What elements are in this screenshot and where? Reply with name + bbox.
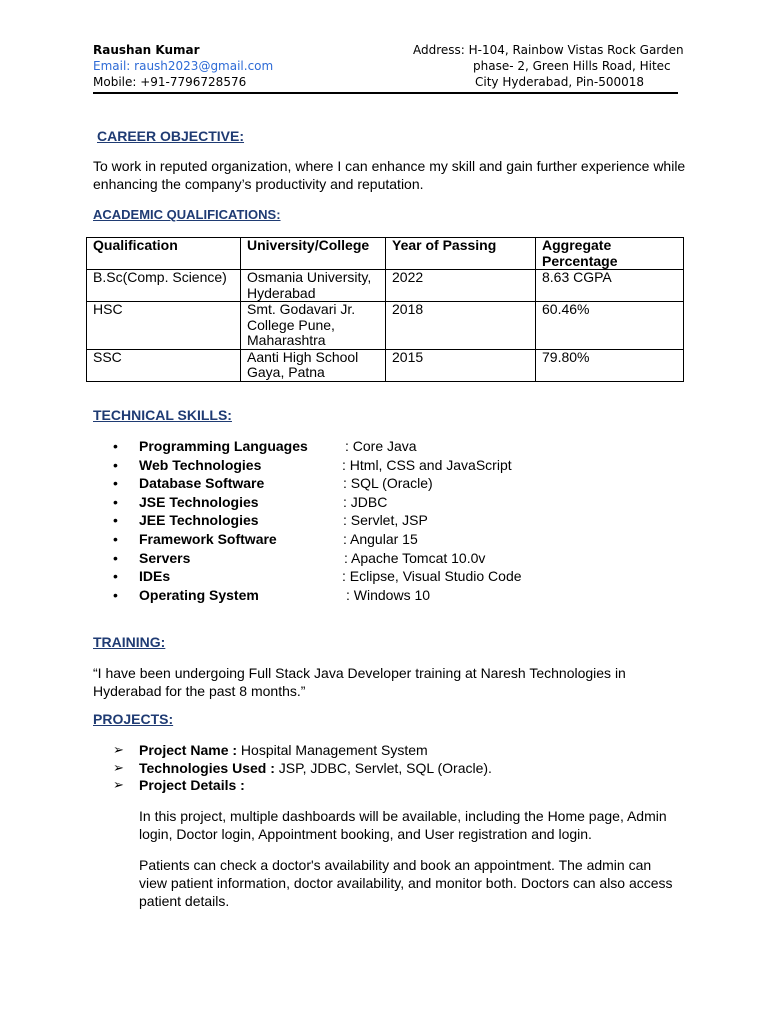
project-name-label: Project Name : [139, 742, 238, 758]
skill-value: : Servlet, JSP [343, 512, 428, 529]
skills-list [113, 437, 613, 604]
skill-value: : Angular 15 [343, 530, 418, 547]
technical-skills-heading: TECHNICAL SKILLS: [93, 407, 232, 423]
skill-label: Operating System [139, 586, 259, 603]
skill-label: JEE Technologies [139, 512, 259, 529]
arrow-bullet-icon: ➢ [113, 777, 124, 792]
bullet-icon: • [113, 549, 118, 566]
technologies-used-value: JSP, JDBC, Servlet, SQL (Oracle). [274, 759, 492, 776]
technologies-used-label: Technologies Used : [139, 759, 275, 776]
skill-value: : Html, CSS and JavaScript [342, 456, 512, 473]
table-cell: 8.63 CGPA [536, 270, 684, 302]
skill-value: : Windows 10 [346, 586, 431, 603]
skill-label: Database Software [139, 475, 265, 492]
academic-heading: ACADEMIC QUALIFICATIONS: [93, 207, 281, 222]
mobile-number: Mobile: +91-7796728576 [93, 75, 247, 89]
address-line-2: phase- 2, Green Hills Road, Hitec [473, 59, 671, 73]
table-cell: 2015 [386, 349, 536, 381]
list-item [113, 530, 613, 549]
table-row [87, 302, 684, 350]
academic-table [86, 237, 684, 382]
table-cell: Osmania University, Hyderabad [241, 270, 386, 302]
table-cell: Aanti High School Gaya, Patna [241, 349, 386, 381]
bullet-icon: • [113, 493, 118, 510]
list-item [113, 549, 613, 568]
table-cell: 2018 [386, 302, 536, 350]
list-item [113, 456, 613, 475]
career-objective-text: To work in reputed organization, where I can enhance my skill and gain further experience while enhancing the company’s productivity and reputation. [93, 158, 686, 192]
project-details-label: Project Details : [139, 777, 245, 793]
bullet-icon: • [113, 512, 118, 529]
skill-label: Web Technologies [139, 456, 262, 473]
arrow-bullet-icon: ➢ [113, 742, 124, 757]
skill-value: : JDBC [343, 493, 388, 510]
bullet-icon: • [113, 438, 118, 454]
arrow-bullet-icon: ➢ [113, 759, 124, 775]
table-cell: 2022 [386, 270, 536, 302]
career-objective-heading: CAREER OBJECTIVE: [97, 128, 245, 144]
skill-value: : SQL (Oracle) [343, 475, 433, 492]
training-heading: TRAINING: [93, 634, 166, 650]
table-row [87, 349, 684, 381]
table-cell: 79.80% [536, 349, 684, 381]
bullet-icon: • [113, 568, 118, 585]
list-item [113, 474, 613, 493]
table-cell: B.Sc(Comp. Science) [87, 270, 241, 302]
skill-label: Framework Software [139, 530, 277, 547]
projects-list [113, 741, 713, 794]
column-header: Qualification [87, 238, 241, 270]
table-cell: Smt. Godavari Jr. College Pune, Maharashtra [241, 302, 386, 350]
list-item [113, 567, 613, 586]
skill-label: JSE Technologies [139, 493, 259, 510]
list-item [113, 586, 613, 605]
bullet-icon: • [113, 586, 118, 603]
table-cell: HSC [87, 302, 241, 350]
project-details-paragraph-2: Patients can check a doctor's availability and book an appointment. The admin can view patient information, doctor availability, and monitor both. Doctors can also access patient details. [139, 857, 673, 909]
list-item [113, 511, 613, 530]
email-link[interactable]: Email: raush2023@gmail.com [93, 59, 274, 73]
skill-label: IDEs [139, 568, 171, 585]
table-row [87, 270, 684, 302]
project-name-value: Hospital Management System [237, 742, 428, 758]
list-item [113, 437, 613, 456]
projects-heading: PROJECTS: [93, 711, 174, 727]
bullet-icon: • [113, 456, 118, 473]
table-cell: 60.46% [536, 302, 684, 350]
table-cell: SSC [87, 349, 241, 381]
column-header: Aggregate Percentage [536, 238, 684, 270]
list-item [113, 741, 713, 759]
list-item [113, 759, 713, 777]
list-item [113, 493, 613, 512]
address-line-3: City Hyderabad, Pin-500018 [475, 75, 645, 89]
skill-value: : Eclipse, Visual Studio Code [342, 568, 522, 585]
column-header: Year of Passing [386, 238, 536, 270]
skill-value: : Core Java [345, 438, 417, 454]
address-block [413, 42, 684, 90]
header-divider [93, 92, 678, 94]
contact-block [93, 42, 273, 90]
project-details-paragraph-1: In this project, multiple dashboards will be available, including the Home page, Admin login, Doctor login, Appointment booking, and User registration and login. [139, 808, 667, 842]
candidate-name: Raushan Kumar [93, 43, 200, 57]
table-header-row [87, 238, 684, 270]
skill-label: Programming Languages [139, 438, 308, 454]
bullet-icon: • [113, 530, 118, 547]
address-line-1: Address: H-104, Rainbow Vistas Rock Garden [413, 43, 684, 57]
skill-value: : Apache Tomcat 10.0v [344, 549, 486, 566]
column-header: University/College [241, 238, 386, 270]
skill-label: Servers [139, 549, 191, 566]
training-text: “I have been undergoing Full Stack Java Developer training at Naresh Technologies in Hyderabad for the past 8 months.” [93, 665, 626, 699]
bullet-icon: • [113, 475, 118, 492]
list-item [113, 776, 713, 794]
